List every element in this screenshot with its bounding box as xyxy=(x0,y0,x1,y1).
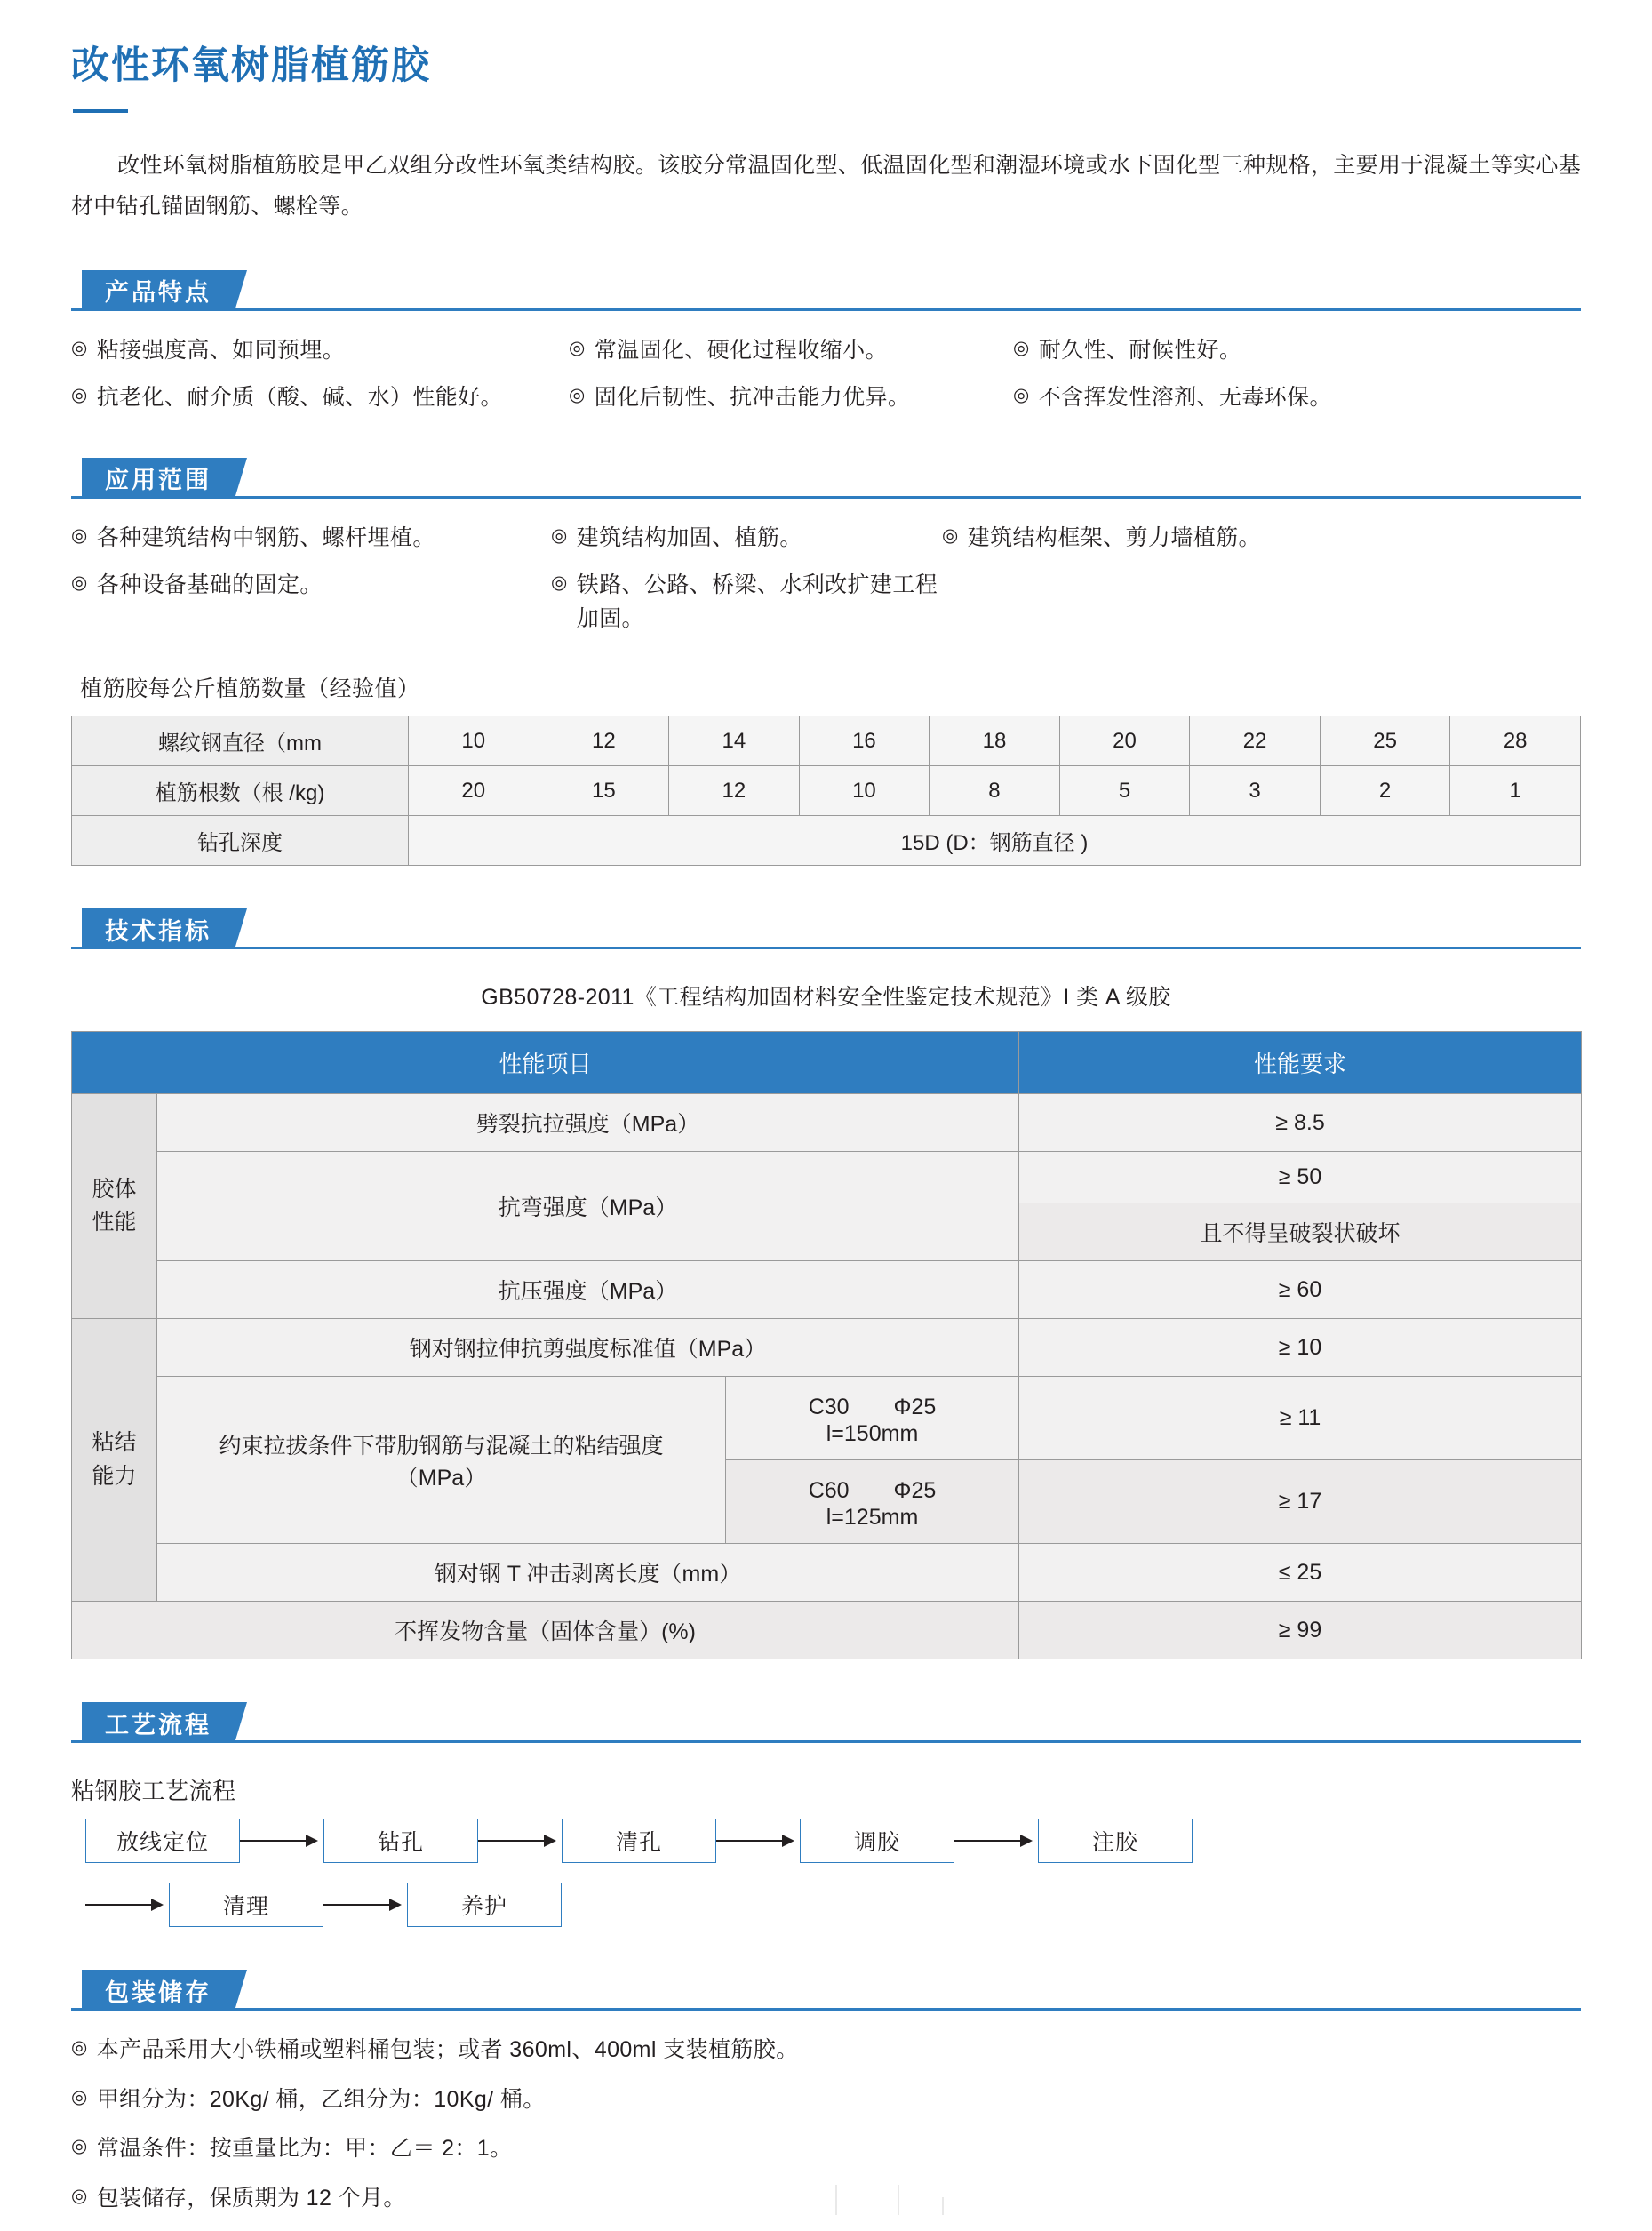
intro-paragraph xyxy=(71,145,1581,228)
arrow-icon xyxy=(478,1835,562,1847)
section-title-process: 工艺流程 xyxy=(82,1702,235,1743)
table-row xyxy=(72,1152,1582,1203)
section-packaging xyxy=(71,1970,1581,2215)
bullet-icon: ◎ xyxy=(551,524,568,546)
section-title-technical: 技术指标 xyxy=(82,908,235,949)
list-item xyxy=(71,2083,1581,2117)
table-cell: 12 xyxy=(669,766,800,816)
flow-step: 清理 xyxy=(169,1883,323,1927)
column-header-item: 性能项目 xyxy=(72,1032,1019,1094)
list-item xyxy=(1013,334,1581,368)
section-features xyxy=(71,270,1581,415)
section-application xyxy=(71,458,1581,867)
table-row xyxy=(72,716,1581,766)
table-cell: 15 xyxy=(539,766,669,816)
spec-requirement: ≥ 17 xyxy=(1019,1460,1582,1544)
table-cell: 8 xyxy=(930,766,1060,816)
spec-requirement: ≥ 8.5 xyxy=(1019,1094,1582,1152)
table-cell: 14 xyxy=(669,716,800,766)
table-cell: 15D (D：钢筋直径 ) xyxy=(409,816,1581,866)
table-cell: 2 xyxy=(1320,766,1450,816)
flow-row-2 xyxy=(71,1883,1581,1927)
table-row xyxy=(72,1319,1582,1377)
table-cell: 25 xyxy=(1320,716,1450,766)
bullet-icon: ◎ xyxy=(1013,337,1030,358)
table-cell: 5 xyxy=(1059,766,1190,816)
list-item-label: 不含挥发性溶剂、无毒环保。 xyxy=(1038,385,1332,410)
bullet-icon: ◎ xyxy=(71,2185,88,2206)
flow-step: 调胶 xyxy=(800,1819,954,1863)
list-item-label: 常温条件：按重量比为：甲：乙＝ 2：1。 xyxy=(96,2136,513,2161)
section-header-process xyxy=(71,1702,1581,1743)
spec-item: 不挥发物含量（固体含量）(%) xyxy=(72,1602,1019,1659)
list-item-label: 固化后韧性、抗冲击能力优异。 xyxy=(594,385,911,410)
table-cell: 18 xyxy=(930,716,1060,766)
list-item xyxy=(71,522,551,556)
bullet-icon: ◎ xyxy=(569,385,586,405)
table-row xyxy=(72,1261,1582,1319)
rebar-table-caption: 植筋胶每公斤植筋数量（经验值） xyxy=(80,676,420,701)
section-rule xyxy=(71,947,1581,949)
bullet-icon: ◎ xyxy=(71,524,88,546)
list-item-label: 常温固化、硬化过程收缩小。 xyxy=(594,337,888,363)
section-rule xyxy=(71,496,1581,499)
bullet-icon: ◎ xyxy=(1013,385,1030,405)
list-item xyxy=(71,569,551,636)
list-item-label: 粘接强度高、如同预埋。 xyxy=(96,337,346,363)
bullet-icon: ◎ xyxy=(71,385,88,405)
section-header-application xyxy=(71,458,1581,499)
bullet-icon: ◎ xyxy=(551,572,568,593)
spec-item: 约束拉拔条件下带肋钢筋与混凝土的粘结强度 （MPa） xyxy=(157,1377,726,1544)
table-cell: 10 xyxy=(409,716,539,766)
list-item xyxy=(71,2034,1581,2067)
table-row xyxy=(72,1094,1582,1152)
column-header-requirement: 性能要求 xyxy=(1019,1032,1582,1094)
table-cell: 20 xyxy=(1059,716,1190,766)
section-process xyxy=(71,1702,1581,1927)
section-header-features xyxy=(71,270,1581,311)
table-header-row xyxy=(72,1032,1582,1094)
table-cell: 28 xyxy=(1450,716,1581,766)
list-item xyxy=(71,2132,1581,2166)
spec-requirement: ≤ 25 xyxy=(1019,1544,1582,1602)
section-rule xyxy=(71,2008,1581,2011)
row-header-depth: 钻孔深度 xyxy=(72,816,409,866)
table-row xyxy=(72,816,1581,866)
flow-step: 养护 xyxy=(407,1883,562,1927)
standard-reference: GB50728-2011《工程结构加固材料安全性鉴定技术规范》I 类 A 级胶 xyxy=(481,985,1171,1010)
bullet-icon: ◎ xyxy=(71,337,88,358)
intro-text: 改性环氧树脂植筋胶是甲乙双组分改性环氧类结构胶。该胶分常温固化型、低温固化型和潮湿环境或水下固化型三种规格，主要用于混凝土等实心基材中钻孔锚固钢筋、螺栓等。 xyxy=(71,153,1581,220)
spec-requirement: ≥ 10 xyxy=(1019,1319,1582,1377)
list-item-label: 包装储存，保质期为 12 个月。 xyxy=(96,2185,406,2211)
technical-spec-table xyxy=(71,1031,1582,1659)
flow-caption: 粘钢胶工艺流程 xyxy=(71,1778,236,1804)
table-cell: 1 xyxy=(1450,766,1581,816)
table-cell: 10 xyxy=(799,766,930,816)
section-header-packaging xyxy=(71,1970,1581,2011)
table-row xyxy=(72,1377,1582,1460)
row-header-diameter: 螺纹钢直径（mm xyxy=(72,716,409,766)
table-cell: 3 xyxy=(1190,766,1321,816)
features-list xyxy=(71,334,1581,415)
spec-subcondition: C30 Φ25 l=150mm xyxy=(726,1377,1019,1460)
table-cell: 16 xyxy=(799,716,930,766)
spec-requirement: ≥ 60 xyxy=(1019,1261,1582,1319)
spec-requirement: ≥ 50 xyxy=(1019,1152,1582,1203)
section-header-technical xyxy=(71,908,1581,949)
process-flow-diagram xyxy=(71,1819,1581,1927)
list-item-label: 本产品采用大小铁桶或塑料桶包装；或者 360ml、400ml 支装植筋胶。 xyxy=(96,2037,799,2062)
list-item xyxy=(71,381,569,415)
spec-requirement-note: 且不得呈破裂状破坏 xyxy=(1019,1203,1582,1261)
bullet-icon: ◎ xyxy=(71,2136,88,2156)
spec-requirement: ≥ 11 xyxy=(1019,1377,1582,1460)
bullet-icon: ◎ xyxy=(569,337,586,358)
section-rule xyxy=(71,308,1581,311)
bullet-icon: ◎ xyxy=(71,572,88,593)
table-cell: 12 xyxy=(539,716,669,766)
section-rule xyxy=(71,1740,1581,1743)
section-title-application: 应用范围 xyxy=(82,458,235,499)
arrow-icon xyxy=(85,1899,169,1911)
list-item-label: 甲组分为：20Kg/ 桶，乙组分为：10Kg/ 桶。 xyxy=(96,2086,546,2112)
arrow-icon xyxy=(716,1835,800,1847)
flow-step: 钻孔 xyxy=(323,1819,478,1863)
section-title-packaging: 包装储存 xyxy=(82,1970,235,2011)
bullet-icon: ◎ xyxy=(942,524,959,546)
list-item xyxy=(71,2182,1581,2216)
page-title: 改性环氧树脂植筋胶 xyxy=(71,44,431,87)
list-item-label: 耐久性、耐候性好。 xyxy=(1038,337,1242,363)
arrow-icon xyxy=(323,1899,407,1911)
spec-item: 抗压强度（MPa） xyxy=(157,1261,1019,1319)
spec-subcondition: C60 Φ25 l=125mm xyxy=(726,1460,1019,1544)
table-row xyxy=(72,1544,1582,1602)
list-item-label: 各种设备基础的固定。 xyxy=(96,572,323,597)
title-underline xyxy=(73,109,128,113)
arrow-icon xyxy=(240,1835,323,1847)
list-item xyxy=(569,381,1013,415)
group-label-bond-capacity: 粘结 能力 xyxy=(72,1319,157,1602)
spec-item: 劈裂抗拉强度（MPa） xyxy=(157,1094,1019,1152)
spec-requirement: ≥ 99 xyxy=(1019,1602,1582,1659)
group-label-glue-performance: 胶体 性能 xyxy=(72,1094,157,1319)
spec-item: 钢对钢拉伸抗剪强度标准值（MPa） xyxy=(157,1319,1019,1377)
table-cell: 20 xyxy=(409,766,539,816)
section-title-features: 产品特点 xyxy=(82,270,235,311)
packaging-list xyxy=(71,2034,1581,2215)
application-list xyxy=(71,522,1581,636)
list-item xyxy=(942,522,1581,556)
spec-item: 抗弯强度（MPa） xyxy=(157,1152,1019,1261)
table-row xyxy=(72,766,1581,816)
spec-item: 钢对钢 T 冲击剥离长度（mm） xyxy=(157,1544,1019,1602)
bullet-icon: ◎ xyxy=(71,2037,88,2058)
list-item-label: 抗老化、耐介质（酸、碱、水）性能好。 xyxy=(96,385,503,410)
table-row xyxy=(72,1602,1582,1659)
row-header-count: 植筋根数（根 /kg) xyxy=(72,766,409,816)
list-item-label: 建筑结构框架、剪力墙植筋。 xyxy=(967,524,1261,550)
rebar-quantity-table xyxy=(71,716,1581,866)
list-item xyxy=(569,334,1013,368)
flow-step: 清孔 xyxy=(562,1819,716,1863)
flow-step: 注胶 xyxy=(1038,1819,1193,1863)
section-technical xyxy=(71,908,1581,1659)
list-item xyxy=(551,569,942,636)
arrow-icon xyxy=(954,1835,1038,1847)
list-item-label: 各种建筑结构中钢筋、螺杆埋植。 xyxy=(96,524,435,550)
list-item-label: 铁路、公路、桥梁、水利改扩建工程加固。 xyxy=(576,572,938,631)
table-cell: 22 xyxy=(1190,716,1321,766)
list-item xyxy=(551,522,942,556)
list-item xyxy=(1013,381,1581,415)
list-item xyxy=(71,334,569,368)
flow-step: 放线定位 xyxy=(85,1819,240,1863)
flow-row-1 xyxy=(71,1819,1581,1863)
bullet-icon: ◎ xyxy=(71,2086,88,2107)
list-item-label: 建筑结构加固、植筋。 xyxy=(576,524,802,550)
